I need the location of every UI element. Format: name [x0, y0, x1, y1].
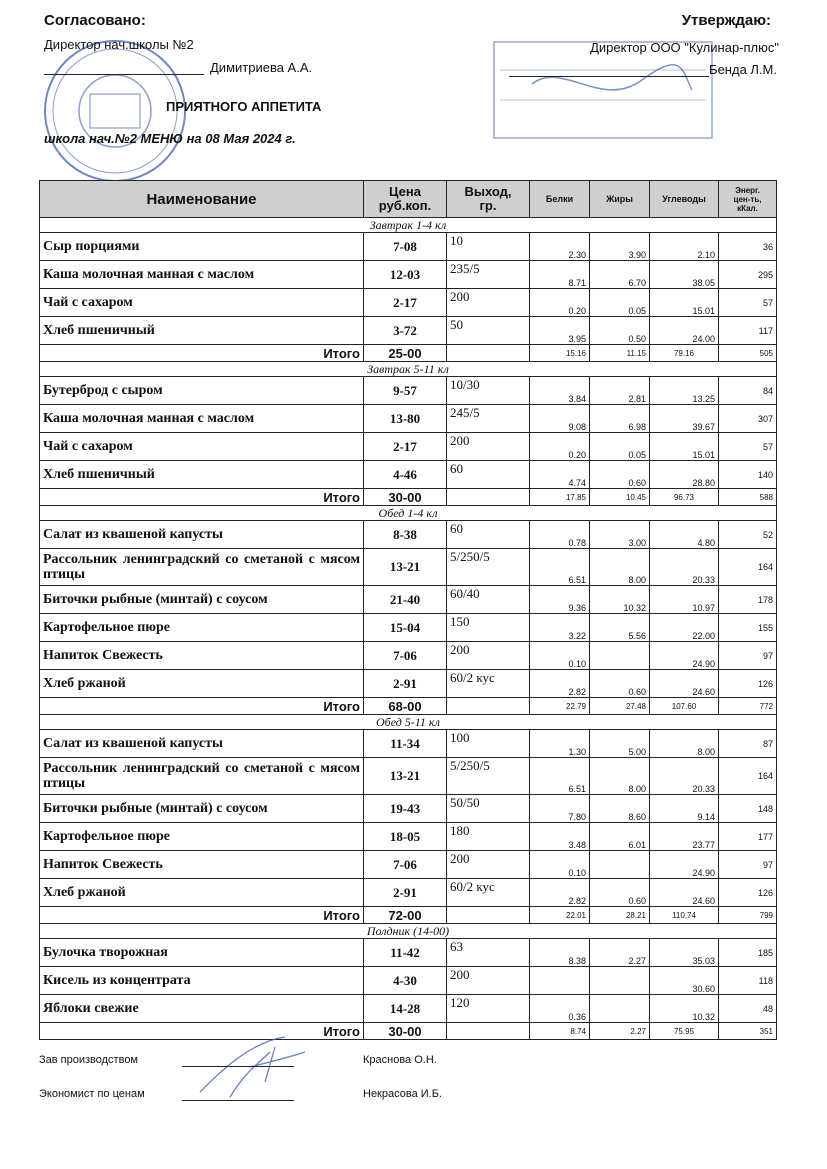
col-header-price — [364, 181, 447, 218]
dish-carbs: 24.00 — [650, 317, 719, 345]
dish-carbs: 2.10 — [650, 233, 719, 261]
dish-carbs: 20.33 — [650, 549, 719, 586]
total-row — [40, 907, 777, 924]
dish-fat: 6.01 — [590, 823, 650, 851]
dish-price: 15-04 — [364, 614, 447, 642]
dish-price: 11-34 — [364, 730, 447, 758]
table-row — [40, 461, 777, 489]
dish-protein: 1.30 — [530, 730, 590, 758]
dish-name: Салат из квашеной капусты — [40, 521, 364, 549]
dish-name: Чай с сахаром — [40, 289, 364, 317]
dish-carbs: 4.80 — [650, 521, 719, 549]
dish-fat: 3.00 — [590, 521, 650, 549]
total-price: 25-00 — [364, 345, 447, 362]
col-header-energy-l1: Энерг. — [735, 185, 760, 195]
dish-fat: 6.98 — [590, 405, 650, 433]
section-title: Завтрак 5-11 кл — [40, 362, 777, 377]
dish-protein — [530, 967, 590, 995]
dish-protein: 2.82 — [530, 670, 590, 698]
table-row — [40, 939, 777, 967]
dish-energy: 126 — [719, 670, 777, 698]
dish-energy: 185 — [719, 939, 777, 967]
total-label: Итого — [40, 345, 364, 362]
confirmer-position: Директор ООО "Кулинар-плюс" — [590, 40, 779, 55]
dish-output: 60 — [447, 461, 530, 489]
dish-fat: 3.90 — [590, 233, 650, 261]
table-row — [40, 995, 777, 1023]
section-row — [40, 715, 777, 730]
total-row — [40, 1023, 777, 1040]
section-title: Обед 1-4 кл — [40, 506, 777, 521]
dish-carbs: 22.00 — [650, 614, 719, 642]
total-fat: 2.27 — [590, 1023, 650, 1040]
col-header-energy — [719, 181, 777, 218]
dish-protein: 6.51 — [530, 758, 590, 795]
dish-carbs: 30.60 — [650, 967, 719, 995]
dish-carbs: 38.05 — [650, 261, 719, 289]
dish-name: Кисель из концентрата — [40, 967, 364, 995]
total-carbs: 96.73 — [650, 489, 719, 506]
dish-fat — [590, 851, 650, 879]
dish-name: Рассольник ленинградский со сметаной с мясом птицы — [40, 758, 364, 795]
total-label: Итого — [40, 1023, 364, 1040]
production-head-name: Краснова О.Н. — [363, 1054, 437, 1066]
dish-price: 13-21 — [364, 758, 447, 795]
signature-icon — [190, 1032, 310, 1102]
dish-name: Хлеб ржаной — [40, 879, 364, 907]
dish-fat: 2.81 — [590, 377, 650, 405]
dish-price: 2-17 — [364, 289, 447, 317]
dish-carbs: 20.33 — [650, 758, 719, 795]
table-row — [40, 823, 777, 851]
dish-protein: 6.51 — [530, 549, 590, 586]
section-title: Полдник (14-00) — [40, 924, 777, 939]
dish-fat — [590, 995, 650, 1023]
dish-name: Картофельное пюре — [40, 823, 364, 851]
menu-body — [40, 218, 777, 1040]
dish-energy: 57 — [719, 433, 777, 461]
dish-price: 2-91 — [364, 879, 447, 907]
dish-price: 4-46 — [364, 461, 447, 489]
dish-output: 50 — [447, 317, 530, 345]
dish-protein: 0.20 — [530, 289, 590, 317]
table-header-row — [40, 181, 777, 218]
dish-protein: 8.38 — [530, 939, 590, 967]
dish-energy: 164 — [719, 758, 777, 795]
section-row — [40, 924, 777, 939]
dish-name: Сыр порциями — [40, 233, 364, 261]
dish-protein: 0.10 — [530, 642, 590, 670]
col-header-protein: Белки — [530, 181, 590, 218]
dish-carbs: 10.32 — [650, 995, 719, 1023]
col-header-fat: Жиры — [590, 181, 650, 218]
total-carbs: 110.74 — [650, 907, 719, 924]
dish-energy: 97 — [719, 851, 777, 879]
dish-price: 7-06 — [364, 642, 447, 670]
total-row — [40, 698, 777, 715]
col-header-energy-l2: цен-ть, — [733, 194, 762, 204]
dish-name: Напиток Свежесть — [40, 851, 364, 879]
dish-price: 4-30 — [364, 967, 447, 995]
dish-name: Хлеб пшеничный — [40, 317, 364, 345]
dish-name: Бутерброд с сыром — [40, 377, 364, 405]
dish-name: Булочка творожная — [40, 939, 364, 967]
table-row — [40, 433, 777, 461]
dish-energy: 117 — [719, 317, 777, 345]
dish-price: 8-38 — [364, 521, 447, 549]
total-label: Итого — [40, 698, 364, 715]
dish-price: 3-72 — [364, 317, 447, 345]
dish-price: 18-05 — [364, 823, 447, 851]
economist-name: Некрасова И.Б. — [363, 1088, 442, 1100]
dish-energy: 97 — [719, 642, 777, 670]
dish-price: 2-17 — [364, 433, 447, 461]
dish-price: 7-06 — [364, 851, 447, 879]
total-energy: 351 — [719, 1023, 777, 1040]
total-protein: 22.79 — [530, 698, 590, 715]
dish-output: 63 — [447, 939, 530, 967]
table-row — [40, 261, 777, 289]
total-carbs: 75.95 — [650, 1023, 719, 1040]
dish-price: 13-80 — [364, 405, 447, 433]
dish-energy: 140 — [719, 461, 777, 489]
dish-protein: 2.30 — [530, 233, 590, 261]
dish-fat: 0.05 — [590, 433, 650, 461]
col-header-output-l1: Выход, — [464, 184, 512, 199]
dish-protein: 0.78 — [530, 521, 590, 549]
dish-protein: 9.36 — [530, 586, 590, 614]
dish-name: Картофельное пюре — [40, 614, 364, 642]
dish-output: 100 — [447, 730, 530, 758]
approver-signature-line — [44, 60, 334, 75]
dish-carbs: 35.03 — [650, 939, 719, 967]
approver-name: Димитриева А.А. — [210, 60, 313, 75]
total-energy: 772 — [719, 698, 777, 715]
table-row — [40, 967, 777, 995]
total-price: 72-00 — [364, 907, 447, 924]
section-row — [40, 362, 777, 377]
dish-fat — [590, 967, 650, 995]
dish-energy: 84 — [719, 377, 777, 405]
dish-carbs: 24.60 — [650, 670, 719, 698]
total-fat: 10.45 — [590, 489, 650, 506]
approved-title: Согласовано: — [44, 12, 146, 29]
table-row — [40, 851, 777, 879]
dish-energy: 36 — [719, 233, 777, 261]
approver-position: Директор нач.школы №2 — [44, 37, 194, 52]
col-header-carbs: Углеводы — [650, 181, 719, 218]
dish-energy: 295 — [719, 261, 777, 289]
total-energy: 505 — [719, 345, 777, 362]
col-header-energy-l3: кКал. — [737, 203, 758, 213]
total-energy: 588 — [719, 489, 777, 506]
dish-energy: 307 — [719, 405, 777, 433]
dish-output: 60/2 кус — [447, 879, 530, 907]
dish-energy: 164 — [719, 549, 777, 586]
total-fat: 27.48 — [590, 698, 650, 715]
dish-output: 10 — [447, 233, 530, 261]
dish-protein: 9.08 — [530, 405, 590, 433]
dish-energy: 118 — [719, 967, 777, 995]
dish-output: 180 — [447, 823, 530, 851]
section-row — [40, 218, 777, 233]
table-row — [40, 405, 777, 433]
dish-output: 245/5 — [447, 405, 530, 433]
menu-table — [39, 180, 777, 1040]
total-fat: 28.21 — [590, 907, 650, 924]
table-row — [40, 233, 777, 261]
table-row — [40, 377, 777, 405]
dish-carbs: 13.25 — [650, 377, 719, 405]
total-label: Итого — [40, 489, 364, 506]
dish-output: 150 — [447, 614, 530, 642]
dish-carbs: 15.01 — [650, 289, 719, 317]
dish-output: 120 — [447, 995, 530, 1023]
dish-output: 235/5 — [447, 261, 530, 289]
dish-carbs: 24.90 — [650, 851, 719, 879]
dish-protein: 3.22 — [530, 614, 590, 642]
dish-name: Хлеб ржаной — [40, 670, 364, 698]
table-row — [40, 317, 777, 345]
dish-carbs: 9.14 — [650, 795, 719, 823]
section-row — [40, 506, 777, 521]
dish-energy: 52 — [719, 521, 777, 549]
economist-label: Экономист по ценам — [39, 1088, 145, 1100]
signature-rule — [182, 1066, 294, 1067]
dish-name: Каша молочная манная с маслом — [40, 261, 364, 289]
total-output-empty — [447, 907, 530, 924]
dish-name: Яблоки свежие — [40, 995, 364, 1023]
dish-output: 200 — [447, 642, 530, 670]
table-row — [40, 521, 777, 549]
total-output-empty — [447, 489, 530, 506]
dish-fat — [590, 642, 650, 670]
table-row — [40, 730, 777, 758]
dish-fat: 0.60 — [590, 670, 650, 698]
dish-protein: 7.80 — [530, 795, 590, 823]
total-fat: 11.15 — [590, 345, 650, 362]
total-row — [40, 489, 777, 506]
dish-output: 200 — [447, 851, 530, 879]
signature-rule — [182, 1100, 294, 1101]
confirmer-name: Бенда Л.М. — [709, 62, 777, 77]
signature-rule — [509, 62, 709, 77]
menu-title: школа нач.№2 МЕНЮ на 08 Мая 2024 г. — [44, 131, 296, 146]
total-carbs: 107.60 — [650, 698, 719, 715]
dish-fat: 10.32 — [590, 586, 650, 614]
dish-carbs: 8.00 — [650, 730, 719, 758]
dish-output: 60 — [447, 521, 530, 549]
total-price: 30-00 — [364, 489, 447, 506]
dish-name: Напиток Свежесть — [40, 642, 364, 670]
dish-carbs: 28.80 — [650, 461, 719, 489]
col-header-name: Наименование — [40, 181, 364, 218]
dish-price: 11-42 — [364, 939, 447, 967]
dish-output: 10/30 — [447, 377, 530, 405]
total-protein: 8.74 — [530, 1023, 590, 1040]
dish-price: 2-91 — [364, 670, 447, 698]
dish-energy: 148 — [719, 795, 777, 823]
dish-price: 12-03 — [364, 261, 447, 289]
dish-protein: 3.84 — [530, 377, 590, 405]
table-row — [40, 758, 777, 795]
tagline: ПРИЯТНОГО АППЕТИТА — [166, 99, 322, 114]
dish-name: Хлеб пшеничный — [40, 461, 364, 489]
col-header-price-l1: Цена — [389, 184, 421, 199]
dish-energy: 177 — [719, 823, 777, 851]
dish-protein: 3.48 — [530, 823, 590, 851]
dish-price: 7-08 — [364, 233, 447, 261]
dish-energy: 126 — [719, 879, 777, 907]
dish-output: 5/250/5 — [447, 758, 530, 795]
total-energy: 799 — [719, 907, 777, 924]
total-row — [40, 345, 777, 362]
dish-fat: 8.60 — [590, 795, 650, 823]
dish-fat: 2.27 — [590, 939, 650, 967]
dish-carbs: 15.01 — [650, 433, 719, 461]
dish-protein: 0.20 — [530, 433, 590, 461]
total-output-empty — [447, 345, 530, 362]
total-output-empty — [447, 1023, 530, 1040]
section-title: Обед 5-11 кл — [40, 715, 777, 730]
dish-price: 14-28 — [364, 995, 447, 1023]
dish-name: Биточки рыбные (минтай) с соусом — [40, 586, 364, 614]
table-row — [40, 795, 777, 823]
table-row — [40, 289, 777, 317]
table-row — [40, 670, 777, 698]
table-row — [40, 549, 777, 586]
dish-energy: 48 — [719, 995, 777, 1023]
dish-name: Каша молочная манная с маслом — [40, 405, 364, 433]
dish-output: 200 — [447, 289, 530, 317]
dish-fat: 6.70 — [590, 261, 650, 289]
col-header-output-l2: гр. — [479, 198, 497, 213]
dish-fat: 8.00 — [590, 758, 650, 795]
dish-fat: 0.50 — [590, 317, 650, 345]
total-protein: 15.16 — [530, 345, 590, 362]
table-row — [40, 586, 777, 614]
table-row — [40, 879, 777, 907]
dish-fat: 0.60 — [590, 461, 650, 489]
dish-output: 200 — [447, 967, 530, 995]
dish-output: 5/250/5 — [447, 549, 530, 586]
total-carbs: 79.16 — [650, 345, 719, 362]
dish-protein: 0.36 — [530, 995, 590, 1023]
dish-energy: 57 — [719, 289, 777, 317]
section-title: Завтрак 1-4 кл — [40, 218, 777, 233]
col-header-output — [447, 181, 530, 218]
total-label: Итого — [40, 907, 364, 924]
dish-fat: 8.00 — [590, 549, 650, 586]
dish-carbs: 24.90 — [650, 642, 719, 670]
dish-name: Рассольник ленинградский со сметаной с мясом птицы — [40, 549, 364, 586]
signature-rule — [44, 60, 204, 75]
confirm-title: Утверждаю: — [681, 12, 771, 29]
dish-fat: 0.60 — [590, 879, 650, 907]
col-header-price-l2: руб.коп. — [378, 198, 432, 213]
dish-carbs: 23.77 — [650, 823, 719, 851]
table-row — [40, 614, 777, 642]
dish-fat: 5.00 — [590, 730, 650, 758]
dish-price: 21-40 — [364, 586, 447, 614]
dish-carbs: 39.67 — [650, 405, 719, 433]
dish-carbs: 24.60 — [650, 879, 719, 907]
table-row — [40, 642, 777, 670]
dish-output: 50/50 — [447, 795, 530, 823]
dish-price: 9-57 — [364, 377, 447, 405]
dish-output: 200 — [447, 433, 530, 461]
dish-energy: 87 — [719, 730, 777, 758]
company-stamp-icon — [492, 40, 714, 140]
dish-fat: 0.05 — [590, 289, 650, 317]
dish-protein: 3.95 — [530, 317, 590, 345]
dish-energy: 178 — [719, 586, 777, 614]
dish-fat: 5.56 — [590, 614, 650, 642]
dish-protein: 8.71 — [530, 261, 590, 289]
dish-energy: 155 — [719, 614, 777, 642]
dish-price: 13-21 — [364, 549, 447, 586]
dish-protein: 0.10 — [530, 851, 590, 879]
total-price: 68-00 — [364, 698, 447, 715]
production-head-label: Зав производством — [39, 1054, 138, 1066]
dish-name: Салат из квашеной капусты — [40, 730, 364, 758]
total-output-empty — [447, 698, 530, 715]
confirmer-signature-line — [509, 62, 777, 77]
dish-name: Чай с сахаром — [40, 433, 364, 461]
total-price: 30-00 — [364, 1023, 447, 1040]
dish-name: Биточки рыбные (минтай) с соусом — [40, 795, 364, 823]
dish-protein: 4.74 — [530, 461, 590, 489]
dish-protein: 2.82 — [530, 879, 590, 907]
dish-price: 19-43 — [364, 795, 447, 823]
dish-carbs: 10.97 — [650, 586, 719, 614]
dish-output: 60/2 кус — [447, 670, 530, 698]
total-protein: 22.01 — [530, 907, 590, 924]
total-protein: 17.85 — [530, 489, 590, 506]
dish-output: 60/40 — [447, 586, 530, 614]
